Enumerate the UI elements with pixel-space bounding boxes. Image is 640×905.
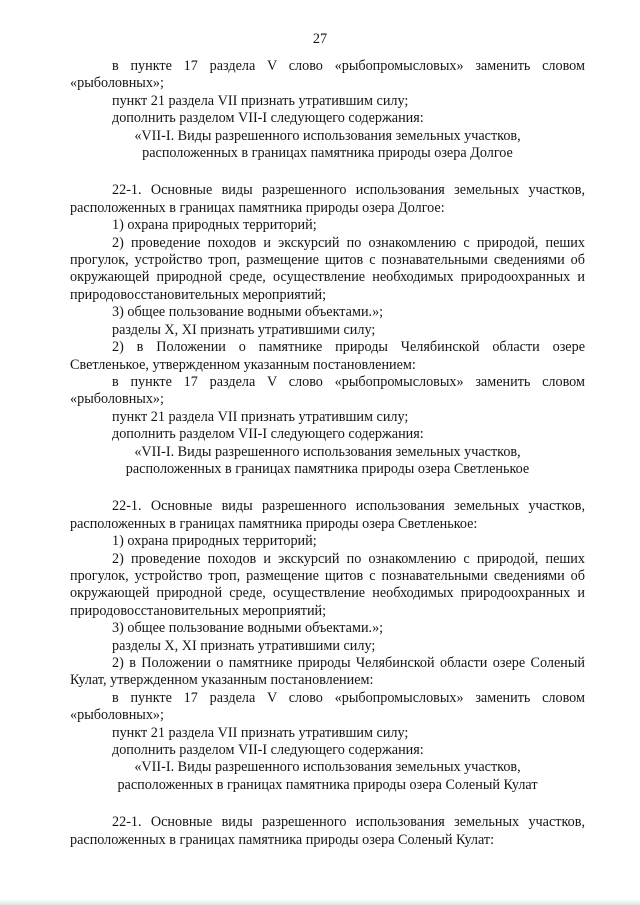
paragraph: пункт 21 раздела VII признать утратившим силу; bbox=[112, 408, 409, 425]
list-item: 2) проведение походов и экскурсий по ознакомлению с природой, пеших прогулок, устройство троп, размещение щитов с познавательными сведениями об окружающей природной среде, осуществление необходимых природоохранных и природовосстановительных мероприятий; bbox=[70, 550, 585, 619]
paragraph: разделы X, XI признать утратившими силу; bbox=[112, 637, 376, 654]
paragraph: 22-1. Основные виды разрешенного использования земельных участков, расположенных в границах памятника природы озера Светленькое: bbox=[70, 498, 585, 532]
paragraph: дополнить разделом VII-I следующего содержания: bbox=[112, 426, 424, 443]
paragraph: дополнить разделом VII-I следующего содержания: bbox=[112, 742, 424, 759]
section-heading-line: «VII-I. Виды разрешенного использования земельных участков, bbox=[134, 759, 521, 776]
paragraph: дополнить разделом VII-I следующего содержания: bbox=[112, 110, 424, 127]
section-heading-line: расположенных в границах памятника природы озера Светленькое bbox=[125, 460, 530, 477]
section-heading-line: расположенных в границах памятника природы озера Долгое bbox=[142, 145, 513, 162]
paragraph: в пункте 17 раздела V слово «рыбопромысловых» заменить словом «рыболовных»; bbox=[70, 58, 585, 92]
section-heading-line: «VII-I. Виды разрешенного использования земельных участков, bbox=[134, 443, 521, 460]
page-number: 27 bbox=[312, 31, 328, 47]
section-heading-line: расположенных в границах памятника природы озера Соленый Кулат bbox=[117, 776, 538, 793]
paragraph: 22-1. Основные виды разрешенного использования земельных участков, расположенных в границах памятника природы озера Соленый Кулат: bbox=[70, 814, 585, 848]
section-heading-line: «VII-I. Виды разрешенного использования земельных участков, bbox=[134, 127, 521, 144]
spacer bbox=[70, 162, 585, 182]
paragraph: 2) в Положении о памятнике природы Челябинской области озере Соленый Кулат, утвержденном указанным постановлением: bbox=[70, 655, 585, 689]
paragraph: 22-1. Основные виды разрешенного использования земельных участков, расположенных в границах памятника природы озера Долгое: bbox=[70, 182, 585, 216]
scan-edge-shadow bbox=[0, 899, 640, 905]
list-item: 1) охрана природных территорий; bbox=[112, 217, 317, 234]
list-item: 1) охрана природных территорий; bbox=[112, 533, 317, 550]
paragraph: в пункте 17 раздела V слово «рыбопромысловых» заменить словом «рыболовных»; bbox=[70, 373, 585, 408]
paragraph: 2) в Положении о памятнике природы Челябинской области озере Светленькое, утвержденном указанным постановлением: bbox=[70, 339, 585, 373]
paragraph: пункт 21 раздела VII признать утратившим силу; bbox=[112, 92, 409, 109]
list-item: 3) общее пользование водными объектами.»; bbox=[112, 620, 384, 637]
document-body bbox=[70, 58, 585, 849]
list-item: 2) проведение походов и экскурсий по ознакомлению с природой, пеших прогулок, устройство троп, размещение щитов с познавательными сведениями об окружающей природной среде, осуществление необходимых природоохранных и природовосстановительных мероприятий; bbox=[70, 234, 585, 303]
spacer bbox=[70, 794, 585, 814]
list-item: 3) общее пользование водными объектами.»; bbox=[112, 304, 384, 321]
spacer bbox=[70, 478, 585, 498]
paragraph: пункт 21 раздела VII признать утратившим силу; bbox=[112, 724, 409, 741]
paragraph: разделы X, XI признать утратившими силу; bbox=[112, 321, 376, 338]
paragraph: в пункте 17 раздела V слово «рыбопромысловых» заменить словом «рыболовных»; bbox=[70, 689, 585, 724]
